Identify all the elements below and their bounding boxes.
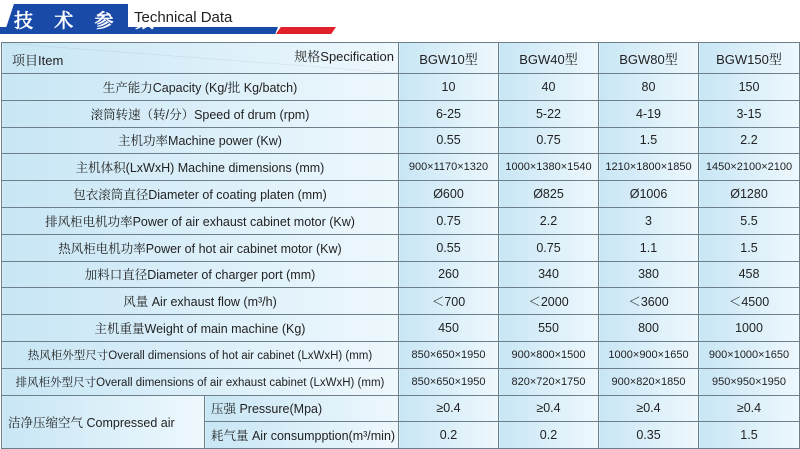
row-value: 850×650×1950 xyxy=(399,341,499,368)
row-value: 1.5 xyxy=(699,234,800,261)
table-row xyxy=(2,100,800,127)
row-value: ＜700 xyxy=(399,288,499,315)
row-value: Ø1006 xyxy=(599,181,699,208)
row-value: 2.2 xyxy=(499,207,599,234)
row-value: 150 xyxy=(699,74,800,101)
row-value: ＜3600 xyxy=(599,288,699,315)
row-label: 主机功率Machine power (Kw) xyxy=(2,127,399,154)
banner-title-cn: 技 术 参 数 xyxy=(14,11,162,32)
row-value: 1450×2100×2100 xyxy=(699,154,800,181)
row-value: 0.2 xyxy=(499,422,599,449)
row-label: 热风柜外型尺寸Overall dimensions of hot air cabinet (LxWxH) (mm) xyxy=(2,341,399,368)
table-row xyxy=(2,368,800,395)
row-value: ≥0.4 xyxy=(399,395,499,422)
model-header: BGW80型 xyxy=(599,43,699,74)
row-label: 包衣滚筒直径Diameter of coating platen (mm) xyxy=(2,181,399,208)
table-row xyxy=(2,234,800,261)
row-value: 0.35 xyxy=(599,422,699,449)
table-row xyxy=(2,154,800,181)
row-value: 900×1000×1650 xyxy=(699,341,800,368)
row-value: 80 xyxy=(599,74,699,101)
row-value: 1.5 xyxy=(599,127,699,154)
row-value: 4-19 xyxy=(599,100,699,127)
section-banner xyxy=(0,0,800,36)
compressed-air-label: 洁净压缩空气 Compressed air xyxy=(2,395,205,449)
row-value: Ø1280 xyxy=(699,181,800,208)
row-value: 40 xyxy=(499,74,599,101)
row-value: 260 xyxy=(399,261,499,288)
row-label: 主机重量Weight of main machine (Kg) xyxy=(2,315,399,342)
table-row xyxy=(2,74,800,101)
header-row xyxy=(2,43,800,74)
row-value: 820×720×1750 xyxy=(499,368,599,395)
row-value: 900×1170×1320 xyxy=(399,154,499,181)
table-row xyxy=(2,207,800,234)
row-value: 6-25 xyxy=(399,100,499,127)
row-label: 热风柜电机功率Power of hot air cabinet motor (Kw) xyxy=(2,234,399,261)
row-label: 生产能力Capacity (Kg/批 Kg/batch) xyxy=(2,74,399,101)
row-value: 0.75 xyxy=(399,207,499,234)
row-label: 加料口直径Diameter of charger port (mm) xyxy=(2,261,399,288)
row-value: 3 xyxy=(599,207,699,234)
table-row xyxy=(2,315,800,342)
row-value: ＜4500 xyxy=(699,288,800,315)
sub-row-label: 压强 Pressure(Mpa) xyxy=(205,395,399,422)
model-header: BGW40型 xyxy=(499,43,599,74)
row-value: 0.55 xyxy=(399,127,499,154)
row-value: 550 xyxy=(499,315,599,342)
row-value: 800 xyxy=(599,315,699,342)
row-value: 900×820×1850 xyxy=(599,368,699,395)
table-row xyxy=(2,261,800,288)
row-value: 5.5 xyxy=(699,207,800,234)
row-value: ＜2000 xyxy=(499,288,599,315)
row-value: 380 xyxy=(599,261,699,288)
row-value: ≥0.4 xyxy=(499,395,599,422)
row-value: 1000 xyxy=(699,315,800,342)
row-label: 风量 Air exhaust flow (m³/h) xyxy=(2,288,399,315)
spec-table xyxy=(1,42,800,449)
banner-red-accent xyxy=(276,27,336,34)
header-spec: 规格Specification xyxy=(294,49,394,64)
row-value: ≥0.4 xyxy=(699,395,800,422)
row-value: 340 xyxy=(499,261,599,288)
table-row xyxy=(2,127,800,154)
row-label: 滚筒转速（转/分）Speed of drum (rpm) xyxy=(2,100,399,127)
row-value: 3-15 xyxy=(699,100,800,127)
table-row xyxy=(2,288,800,315)
row-value: Ø825 xyxy=(499,181,599,208)
model-header: BGW10型 xyxy=(399,43,499,74)
row-value: 450 xyxy=(399,315,499,342)
row-value: 2.2 xyxy=(699,127,800,154)
row-label: 主机体积(LxWxH) Machine dimensions (mm) xyxy=(2,154,399,181)
model-header: BGW150型 xyxy=(699,43,800,74)
row-value: 0.75 xyxy=(499,127,599,154)
row-value: 458 xyxy=(699,261,800,288)
row-value: 850×650×1950 xyxy=(399,368,499,395)
row-value: 0.75 xyxy=(499,234,599,261)
row-value: 900×800×1500 xyxy=(499,341,599,368)
table-row xyxy=(2,395,800,422)
row-value: 1.1 xyxy=(599,234,699,261)
row-value: 10 xyxy=(399,74,499,101)
row-value: 0.55 xyxy=(399,234,499,261)
row-value: ≥0.4 xyxy=(599,395,699,422)
row-label: 排风柜电机功率Power of air exhaust cabinet motor (Kw) xyxy=(2,207,399,234)
banner-title-en: Technical Data xyxy=(134,9,233,26)
row-value: Ø600 xyxy=(399,181,499,208)
table-row xyxy=(2,341,800,368)
row-value: 0.2 xyxy=(399,422,499,449)
row-value: 1.5 xyxy=(699,422,800,449)
row-value: 1000×1380×1540 xyxy=(499,154,599,181)
sub-row-label: 耗气量 Air consumpption(m³/min) xyxy=(205,422,399,449)
row-value: 5-22 xyxy=(499,100,599,127)
row-value: 1210×1800×1850 xyxy=(599,154,699,181)
header-item: 项目Item xyxy=(12,53,64,68)
row-label: 排风柜外型尺寸Overall dimensions of air exhaust cabinet (LxWxH) (mm) xyxy=(2,368,399,395)
table-row xyxy=(2,181,800,208)
header-item-spec-cell xyxy=(2,43,399,74)
row-value: 1000×900×1650 xyxy=(599,341,699,368)
row-value: 950×950×1950 xyxy=(699,368,800,395)
